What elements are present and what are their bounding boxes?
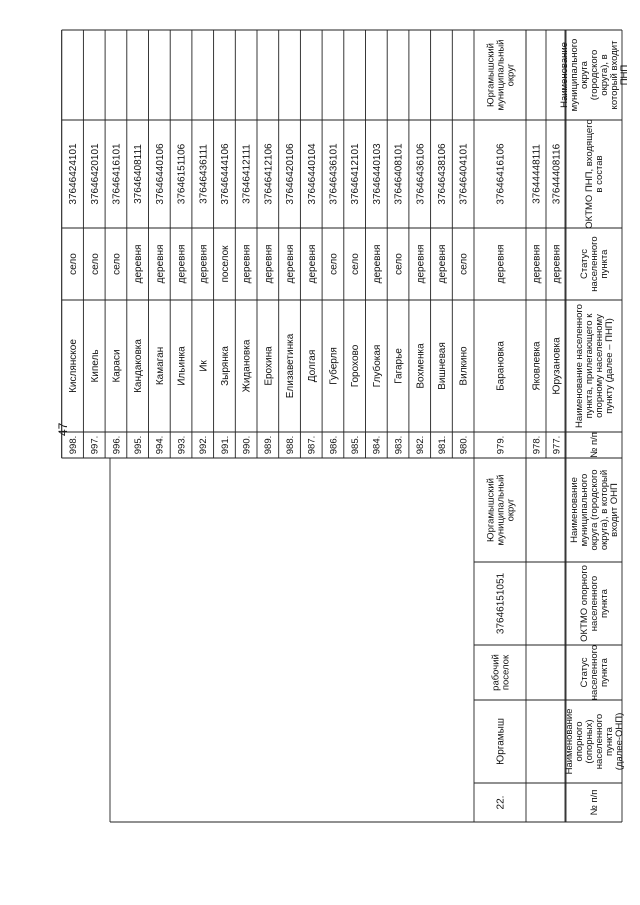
row-name: Вохменка <box>415 343 427 389</box>
row-oktmo: 37644448111 <box>531 144 543 204</box>
row-num: 992. <box>198 435 210 455</box>
row-num: 993. <box>176 435 188 455</box>
row-name: Юрузановка <box>551 337 563 395</box>
row-oktmo: 37646436101 <box>328 143 340 205</box>
row-num: 989. <box>263 435 275 455</box>
row-name: Вилкино <box>458 346 470 386</box>
row-num: 988. <box>284 435 296 455</box>
row-oktmo: 37646444106 <box>219 143 231 205</box>
row-status: поселок <box>219 245 231 283</box>
row-oktmo: 37646436111 <box>198 144 210 204</box>
row-status: село <box>68 253 80 275</box>
row-num: 985. <box>349 435 361 455</box>
onp-okrug: Юргамышскиймуниципальныйокруг <box>485 474 517 546</box>
row-name: Зырянка <box>219 346 231 386</box>
header-pnp_okrug: Наименованиемуниципальногоокруга(городскогоокруга), вкоторый входитПНП <box>558 38 630 112</box>
row-num: 990. <box>241 435 253 455</box>
row-oktmo: 37646416106 <box>495 143 507 205</box>
header-onp_okrug: Наименованиемуниципальногоокруга (городскогоокруга), в которыйвходит ОНП <box>568 469 620 551</box>
header-pnp_num: № п/п <box>588 432 600 458</box>
row-status: село <box>111 253 123 275</box>
row-oktmo: 37646408111 <box>133 144 145 204</box>
row-oktmo: 37646151106 <box>176 143 188 205</box>
row-num: 986. <box>328 435 340 455</box>
row-num: 994. <box>154 435 166 455</box>
row-oktmo: 37646424101 <box>68 143 80 205</box>
row-num: 977. <box>551 435 563 455</box>
row-oktmo: 37646404101 <box>458 143 470 205</box>
row-name: Кислянское <box>68 339 80 393</box>
row-name: Кипель <box>89 349 101 383</box>
header-pnp_name: Наименование населенногопункта, прилегающего копорному населенномупункту (далее – ПНП) <box>573 304 615 428</box>
row-num: 991. <box>219 435 231 455</box>
row-status: деревня <box>551 244 563 284</box>
row-name: Барановка <box>495 341 507 391</box>
row-num: 996. <box>111 435 123 455</box>
onp-num: 22. <box>495 795 507 810</box>
row-status: село <box>328 253 340 275</box>
row-name: Долгая <box>306 349 318 383</box>
row-status: деревня <box>415 244 427 284</box>
pnp-okrug: Юргамышскиймуниципальныйокруг <box>485 39 517 111</box>
row-status: деревня <box>263 244 275 284</box>
row-name: Вишневая <box>436 342 448 390</box>
row-status: село <box>393 253 405 275</box>
row-status: село <box>458 253 470 275</box>
row-num: 983. <box>393 435 405 455</box>
row-status: село <box>350 253 362 275</box>
row-num: 998. <box>67 435 79 455</box>
row-num: 987. <box>306 435 318 455</box>
row-status: деревня <box>133 244 145 284</box>
row-status: деревня <box>306 244 318 284</box>
row-name: Ерохина <box>263 346 275 386</box>
row-name: Яковлевка <box>531 341 543 391</box>
row-name: Гагарье <box>393 348 405 384</box>
row-oktmo: 37646412106 <box>263 143 275 205</box>
row-oktmo: 37646440106 <box>154 143 166 205</box>
row-oktmo: 37646412111 <box>241 144 253 204</box>
page-number: 47 <box>56 422 70 436</box>
row-status: деревня <box>495 244 507 284</box>
row-status: деревня <box>436 244 448 284</box>
row-num: 981. <box>436 435 448 455</box>
onp-status: рабочийпоселок <box>490 654 512 691</box>
row-num: 980. <box>458 435 470 455</box>
row-oktmo: 37646440104 <box>306 143 318 205</box>
row-name: Караси <box>111 349 123 383</box>
onp-oktmo: 37646151051 <box>495 572 507 635</box>
row-status: деревня <box>285 244 297 284</box>
row-name: Глубокая <box>371 344 383 388</box>
row-oktmo: 37646440103 <box>371 143 383 205</box>
header-pnp_oktmo: ОКТМО ПНП, входящегов состав <box>583 119 605 229</box>
row-status: деревня <box>198 244 210 284</box>
row-num: 997. <box>89 435 101 455</box>
row-name: Губерля <box>328 347 340 385</box>
row-name: Ик <box>198 360 210 372</box>
header-onp_oktmo: ОКТМО опорногонаселенногопункта <box>578 565 610 642</box>
row-status: деревня <box>531 244 543 284</box>
row-num: 984. <box>371 435 383 455</box>
header-pnp_status: Статуснаселенногопункта <box>578 236 610 292</box>
row-oktmo: 37646408101 <box>393 143 405 205</box>
row-oktmo: 37646420106 <box>285 143 297 205</box>
row-status: деревня <box>371 244 383 284</box>
row-oktmo: 37646436106 <box>415 143 427 205</box>
row-status: деревня <box>176 244 188 284</box>
row-oktmo: 37646416101 <box>111 143 123 205</box>
row-name: Камаган <box>154 346 166 386</box>
row-name: Кандаковка <box>133 339 145 393</box>
row-status: деревня <box>154 244 166 284</box>
row-status: деревня <box>241 244 253 284</box>
header-onp_status: Статуснаселенногопункта <box>578 644 610 701</box>
row-oktmo: 37646438106 <box>436 143 448 205</box>
row-num: 978. <box>531 435 543 455</box>
row-name: Ильинка <box>176 346 188 386</box>
row-name: Елизаветинка <box>285 333 297 399</box>
row-status: село <box>89 253 101 275</box>
row-num: 995. <box>132 435 144 455</box>
row-oktmo: 37646420101 <box>89 143 101 205</box>
header-onp_name: Наименованиеопорного(опорных)населенногопункта(далее-ОНП) <box>563 708 625 775</box>
header-num: № п/п <box>588 789 600 816</box>
row-name: Горохово <box>350 344 362 388</box>
row-num: 982. <box>415 435 427 455</box>
row-oktmo: 37644408116 <box>551 143 563 205</box>
row-num: 979. <box>495 435 507 455</box>
row-oktmo: 37646412101 <box>350 143 362 205</box>
onp-name: Юргамыш <box>495 718 507 765</box>
row-name: Жидановка <box>241 339 253 393</box>
